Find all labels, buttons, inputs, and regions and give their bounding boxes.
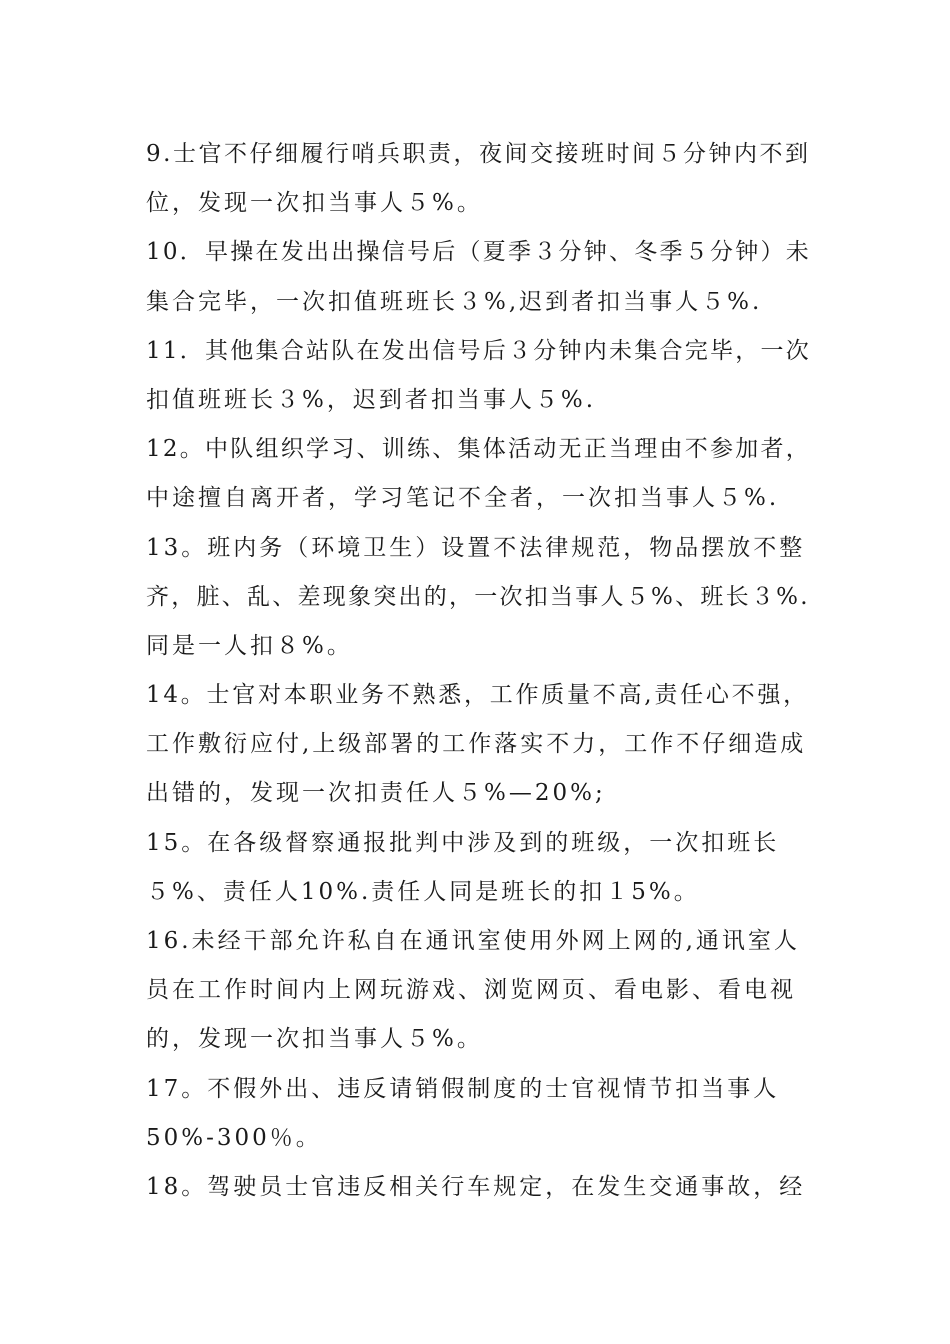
text-line: 50%-300％。 xyxy=(146,1124,322,1151)
text-line: 17。不假外出、违反请销假制度的士官视情节扣当事人 xyxy=(146,1075,780,1102)
text-line: 11．其他集合站队在发出信号后３分钟内未集合完毕，一次 xyxy=(146,337,812,364)
text-line: 16.未经干部允许私自在通讯室使用外网上网的,通讯室人 xyxy=(146,928,800,954)
text-line: 齐，脏、乱、差现象突出的，一次扣当事人５%、班长３%. xyxy=(146,583,810,610)
text-line: 9.士官不仔细履行哨兵职责，夜间交接班时间５分钟内不到 xyxy=(146,141,811,167)
text-line: 15。在各级督察通报批判中涉及到的班级，一次扣班长 xyxy=(146,829,780,856)
text-line: 工作敷衍应付,上级部署的工作落实不力，工作不仔细造成 xyxy=(146,731,807,758)
text-line: 18。驾驶员士官违反相关行车规定，在发生交通事故，经 xyxy=(146,1173,806,1200)
text-line: 扣值班班长３%，迟到者扣当事人５%. xyxy=(146,386,597,413)
document-body xyxy=(146,130,814,1212)
text-line: 中途擅自离开者，学习笔记不全者，一次扣当事人５%. xyxy=(146,485,780,512)
text-line: 集合完毕，一次扣值班班长３%,迟到者扣当事人５%. xyxy=(146,288,763,315)
text-line: 12。中队组织学习、训练、集体活动无正当理由不参加者， xyxy=(146,436,812,463)
text-line: 10．早操在发出出操信号后（夏季３分钟、冬季５分钟）未 xyxy=(146,239,812,266)
text-line: 出错的，发现一次扣责任人５%—20%; xyxy=(146,780,606,807)
text-line: 13。班内务（环境卫生）设置不法律规范，物品摆放不整 xyxy=(146,534,806,561)
text-line: ５%、责任人10%.责任人同是班长的扣１5%。 xyxy=(146,878,700,905)
text-line: 员在工作时间内上网玩游戏、浏览网页、看电影、看电视 xyxy=(146,977,796,1004)
text-line: 位，发现一次扣当事人５%。 xyxy=(146,190,483,217)
text-line: 同是一人扣８%。 xyxy=(146,632,353,659)
text-line: 的，发现一次扣当事人５%。 xyxy=(146,1026,483,1053)
text-line: 14。士官对本职业务不熟悉，工作质量不高,责任心不强， xyxy=(146,682,809,709)
